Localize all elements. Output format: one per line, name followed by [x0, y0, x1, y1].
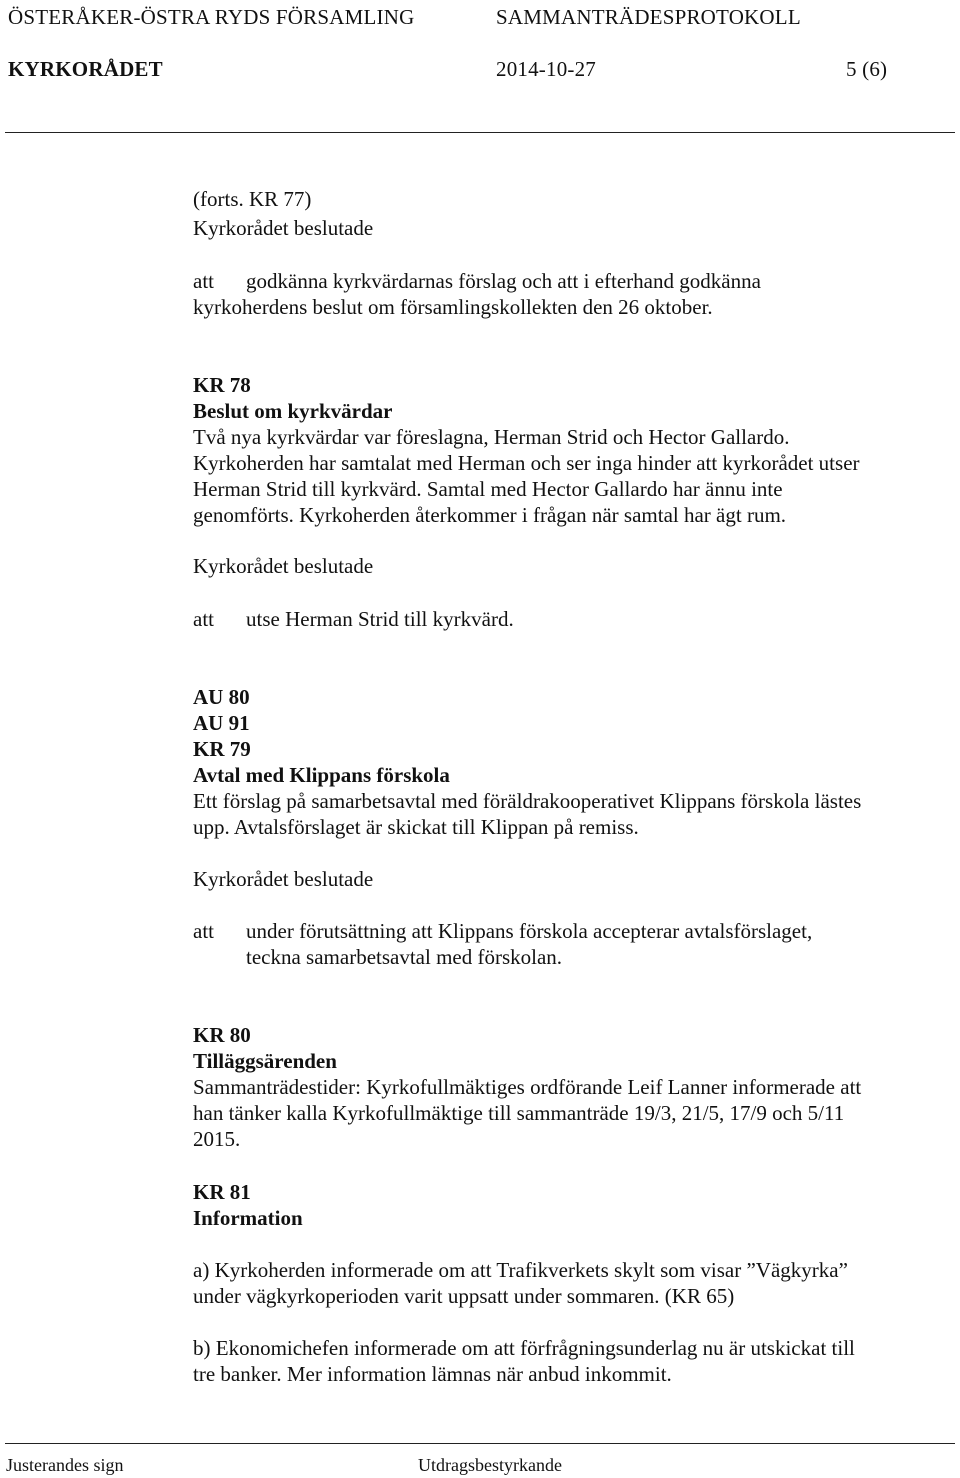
signature-label: Justerandes sign [6, 1455, 124, 1475]
att-label: att [193, 269, 214, 293]
decision-text: godkänna kyrkvärdarnas förslag och att i efterhand godkänna [246, 269, 761, 293]
decision-heading: Kyrkorådet beslutade [193, 216, 374, 240]
section-code: AU 80 [193, 685, 250, 709]
section-code: KR 81 [193, 1180, 251, 1204]
decision-text: teckna samarbetsavtal med förskolan. [246, 945, 563, 969]
section-title: Avtal med Klippans förskola [193, 763, 450, 787]
paragraph-line: Herman Strid till kyrkvärd. Samtal med Hector Gallardo har ännu inte [193, 477, 783, 501]
paragraph-line: Två nya kyrkvärdar var föreslagna, Herman Strid och Hector Gallardo. [193, 425, 790, 449]
att-label: att [193, 919, 214, 943]
section-code: KR 80 [193, 1023, 251, 1047]
paragraph-line: Kyrkoherden har samtalat med Herman och ser inga hinder att kyrkorådet utser [193, 451, 860, 475]
footer-divider [5, 1443, 955, 1444]
paragraph-line: genomförts. Kyrkoherden återkommer i frågan när samtal har ägt rum. [193, 503, 787, 527]
att-label: att [193, 607, 214, 631]
decision-text: under förutsättning att Klippans förskola accepterar avtalsförslaget, [246, 919, 813, 943]
meeting-date: 2014-10-27 [496, 57, 596, 81]
decision-text: kyrkoherdens beslut om församlingskollekten den 26 oktober. [193, 295, 713, 319]
info-item-a: under vägkyrkoperioden varit uppsatt under sommaren. (KR 65) [193, 1284, 735, 1308]
decision-heading: Kyrkorådet beslutade [193, 867, 374, 891]
decision-heading: Kyrkorådet beslutade [193, 554, 374, 578]
page-number: 5 (6) [846, 57, 888, 81]
info-item-b: tre banker. Mer information lämnas när anbud inkommit. [193, 1362, 672, 1386]
section-code: KR 79 [193, 737, 251, 761]
paragraph-line: upp. Avtalsförslaget är skickat till Klippan på remiss. [193, 815, 639, 839]
paragraph-line: Ett förslag på samarbetsavtal med föräldrakooperativet Klippans förskola lästes [193, 789, 862, 813]
section-title: Information [193, 1206, 303, 1230]
info-item-a: a) Kyrkoherden informerade om att Trafikverkets skylt som visar ”Vägkyrka” [193, 1258, 848, 1282]
section-code: KR 78 [193, 373, 251, 397]
decision-text: utse Herman Strid till kyrkvärd. [246, 607, 514, 631]
section-title: Tilläggsärenden [193, 1049, 337, 1073]
section-title: Beslut om kyrkvärdar [193, 399, 393, 423]
board-name: KYRKORÅDET [8, 57, 163, 81]
paragraph-line: han tänker kalla Kyrkofullmäktige till sammanträde 19/3, 21/5, 17/9 och 5/11 [193, 1101, 845, 1125]
paragraph-line: 2015. [193, 1127, 241, 1151]
info-item-b: b) Ekonomichefen informerade om att förfrågningsunderlag nu är utskickat till [193, 1336, 855, 1360]
section-code: AU 91 [193, 711, 250, 735]
certification-label: Utdragsbestyrkande [418, 1455, 562, 1475]
header-divider [5, 132, 955, 133]
document-type: SAMMANTRÄDESPROTOKOLL [496, 5, 801, 29]
org-name: ÖSTERÅKER-ÖSTRA RYDS FÖRSAMLING [8, 5, 415, 29]
section-77-continued: (forts. KR 77) [193, 187, 312, 211]
paragraph-line: Sammanträdestider: Kyrkofullmäktiges ordförande Leif Lanner informerade att [193, 1075, 862, 1099]
